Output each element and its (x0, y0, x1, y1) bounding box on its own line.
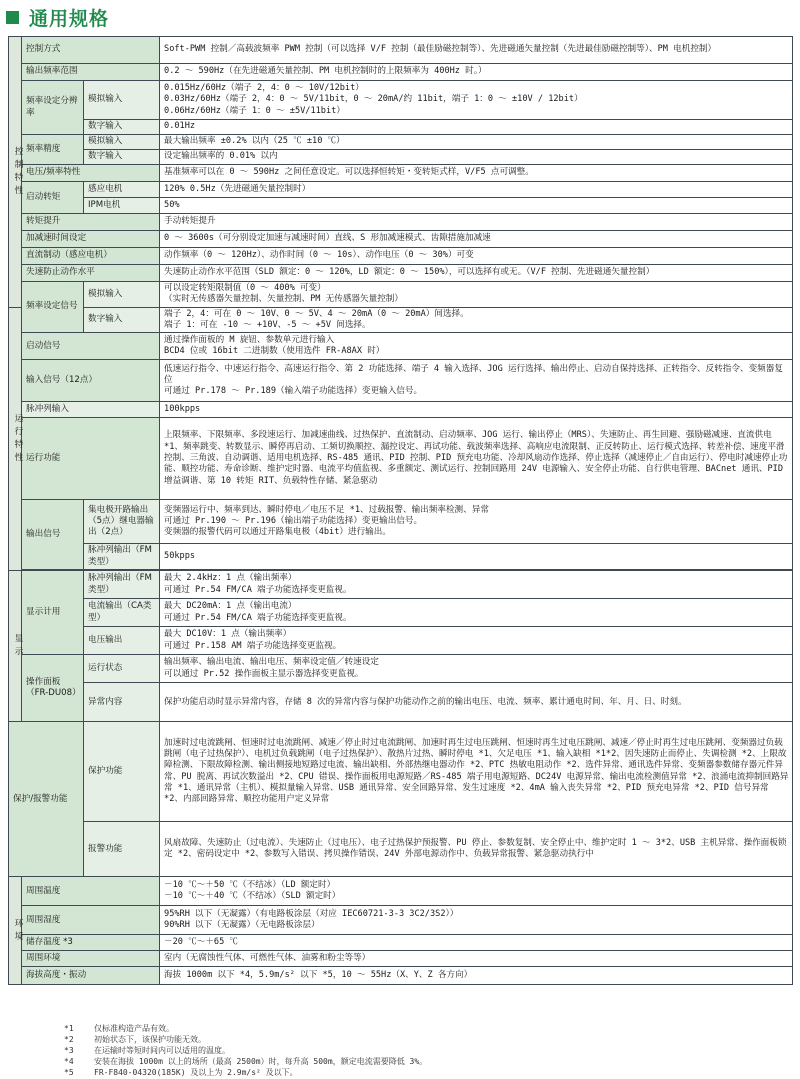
category-control: 控制特性 (9, 37, 22, 308)
label-output-signal: 输出信号 (22, 500, 84, 570)
sublabel-pulse-output-fm: 脉冲列输出（FM类型） (84, 571, 160, 599)
label-vf-characteristic: 电压/频率特性 (22, 165, 160, 182)
label-input-signal: 输入信号（12点） (22, 360, 160, 402)
label-stall-prevention: 失速防止动作水平 (22, 265, 160, 282)
sublabel-fault-content: 异常内容 (84, 683, 160, 722)
sublabel-protect-function: 保护功能 (84, 722, 160, 822)
label-start-torque: 启动转矩 (22, 182, 84, 214)
label-freq-accuracy: 频率精度 (22, 135, 84, 165)
value-start-torque-ipm: 50% (160, 198, 793, 214)
sublabel-analog-input: 模拟输入 (84, 135, 160, 150)
table-row (9, 627, 793, 655)
value-alarm-function: 风扇故障、失速防止（过电流）、失速防止（过电压）、电子过热保护预报警、PU 停止、参数复制、安全停止中、维护定时 1 ～ 3*2、USB 主机异常、操作面板锁定 *2、密码设定中 *2、参数写入错误、拷贝操作错误、24V 外部电源动作中、负载异常报警、紧急驱动执行中 (160, 822, 793, 877)
table-row (9, 282, 793, 308)
label-meter: 显示计用 (22, 571, 84, 655)
label-start-signal: 启动信号 (22, 333, 160, 360)
table-row (9, 231, 793, 248)
value-meter-pulse: 最大 2.4kHz：1 点（输出频率） 可通过 Pr.54 FM/CA 端子功能选择变更监视。 (160, 571, 793, 599)
table-row (9, 967, 793, 985)
sublabel-induction-motor: 感应电机 (84, 182, 160, 198)
table-row (9, 935, 793, 951)
sublabel-digital-input: 数字输入 (84, 307, 160, 333)
table-row (9, 402, 793, 418)
value-freq-acc-digital: 设定输出频率的 0.01% 以内 (160, 150, 793, 165)
value-protect-function: 加速时过电流跳闸、恒速时过电流跳闸、减速／停止时过电流跳闸、加速时再生过电压跳闸、恒速时再生过电压跳闸、减速／停止时再生过电压跳闸、变频器过负载跳闸（电子过热保护）、电机过负载跳闸（电子过热保护）、散热片过热、瞬时停电 *1、欠足电压 *1、输入缺相 *1*2、因失速防止而停止、失调检测 *2、上限故障检测、下限故障检测、输出侧接地短路过电流、输出缺相、外部热继电器动作 *2、PTC 热敏电阻动作 *2、选件异常、通讯选件异常、变频器参数储存器元件异常、PU 脱离、再试次数溢出 *2、CPU 错误、操作面板用电源短路／RS-485 端子用电源短路、DC24V 电源异常、输出电流检测值异常 *2、浪涌电流抑制回路异常 *1、通讯异常（主机）、模拟量输入异常、USB 通讯异常、安全回路异常、发生过速度 *2、4mA 输入丧失异常 *2、PID 预充电异常 *2、PID 信号异常 *2、内部回路异常、顺控功能用户定义异常 (160, 722, 793, 822)
value-accel-decel: 0 ～ 3600s（可分别设定加速与减速时间）直线、S 形加减速模式、齿隙措施加减速 (160, 231, 793, 248)
label-dc-brake: 直流制动（感应电机） (22, 248, 160, 265)
table-row (9, 822, 793, 877)
value-ambient-humidity: 95%RH 以下（无凝露）（有电路板涂层（对应 IEC60721-3-3 3C2/3S2）） 90%RH 以下（无凝露）（无电路板涂层） (160, 906, 793, 935)
value-fault-content: 保护功能启动时显示异常内容，存储 8 次的异常内容与保护功能动作之前的输出电压、电流、频率、累计通电时间、年、月、日、时刻。 (160, 683, 793, 722)
table-row (9, 571, 793, 599)
label-output-freq: 输出频率范围 (22, 64, 160, 81)
table-row (9, 81, 793, 120)
table-row (9, 198, 793, 214)
label-run-function: 运行功能 (22, 418, 160, 500)
value-altitude-vibration: 海拔 1000m 以下 *4，5.9m/s² 以下 *5，10 ～ 55Hz（X、Y、Z 各方向） (160, 967, 793, 985)
sublabel-digital-input: 数字输入 (84, 120, 160, 135)
footnote-item: *3 在运输时等短时间内可以适用的温度。 (64, 1046, 230, 1055)
sublabel-current-output: 电流输出（CA类型） (84, 599, 160, 627)
table-row (9, 248, 793, 265)
value-input-signal: 低速运行指令、中速运行指令、高速运行指令、第 2 功能选择、端子 4 输入选择、JOG 运行选择、输出停止、启动自保持选择、正转指令、反转指令、变频器复位 可通过 Pr.178 ～ Pr.189（输入端子功能选择）变更输入信号。 (160, 360, 793, 402)
label-ambient-humidity: 周围湿度 (22, 906, 160, 935)
table-row (9, 37, 793, 64)
table-row (9, 599, 793, 627)
value-freq-acc-analog: 最大输出频率 ±0.2% 以内（25 ℃ ±10 ℃） (160, 135, 793, 150)
value-freq-sig-analog: 可以设定转矩限制值（0 ～ 400% 可变） （实时无传感器矢量控制、矢量控制、PM 无传感器矢量控制） (160, 282, 793, 308)
sublabel-voltage-output: 电压输出 (84, 627, 160, 655)
value-stall-prevention: 失速防止动作水平范围（SLD 额定：0 ～ 120%，LD 额定：0 ～ 150%），可以选择有或无。（V/F 控制、先进磁通矢量控制） (160, 265, 793, 282)
footnote-item: *4 安装在海拔 1000m 以上的场所（最高 2500m）时，每升高 500m，额定电流需要降低 3%。 (64, 1057, 428, 1066)
table-row (9, 64, 793, 81)
value-run-function: 上限频率、下限频率、多段速运行、加减速曲线、过热保护、直流制动、启动频率、JOG 运行、输出停止（MRS）、失速防止、再生回避、强励磁减速、直流供电 *1、频率跳变、转数显示、瞬停再启动、工频切换顺控、漏控设定、再试功能、载波频率选择、高响应电流限制、正反转防止、运行模式选择、转差补偿、速度平滑控制、三角波、自动调谐、适用电机选择、RS-485 通讯、PID 控制、PID 预充电功能、冷却风扇动作选择、停止选择（减速停止／自由运行）、停电时减速停止功能、顺控功能、寿命诊断、维护定时器、电流平均值监视、多重额定、测试运行、控制回路用 24V 电源输入、安全停止功能、自行供电管理、BACnet 通讯、PID 增益调谐、第 10 转矩 RIT、负载特性存储、紧急驱动 (160, 418, 793, 500)
value-dc-brake: 动作频率（0 ～ 120Hz）、动作时间（0 ～ 10s）、动作电压（0 ～ 30%）可变 (160, 248, 793, 265)
value-collector-output: 变频器运行中、频率到达、瞬时停电／电压不足 *1、过载报警、输出频率检测、异常 可通过 Pr.190 ～ Pr.196（输出端子功能选择）变更输出信号。 变频器的报警代码可以通过开路集电极（4bit）进行输出。 (160, 500, 793, 544)
value-start-signal: 通过操作面板的 M 旋钮、参数单元进行输入 BCD4 位或 16bit 二进制数（使用选件 FR-A8AX 时） (160, 333, 793, 360)
section-title: 通用规格 (29, 7, 110, 30)
table-row (9, 135, 793, 150)
value-atmosphere: 室内（无腐蚀性气体、可燃性气体、油雾和粉尘等等） (160, 951, 793, 967)
table-row (9, 877, 793, 906)
header-square-icon (6, 11, 19, 24)
label-ambient-temp: 周围温度 (22, 877, 160, 906)
value-meter-voltage: 最大 DC10V：1 点（输出频率） 可通过 Pr.158 AM 端子功能选择变更监视。 (160, 627, 793, 655)
label-pulse-input: 脉冲列输入 (22, 402, 160, 418)
label-freq-signal: 频率设定信号 (22, 282, 84, 333)
sublabel-run-status: 运行状态 (84, 655, 160, 683)
spec-table (8, 36, 793, 985)
value-meter-current: 最大 DC20mA：1 点（输出电流） 可通过 Pr.54 FM/CA 端子功能选择变更监视。 (160, 599, 793, 627)
table-row (9, 307, 793, 333)
value-storage-temp: －20 ℃～＋65 ℃ (160, 935, 793, 951)
sublabel-pulse-output: 脉冲列输出（FM 类型） (84, 544, 160, 570)
table-row (9, 655, 793, 683)
value-freq-res-digital: 0.01Hz (160, 120, 793, 135)
sublabel-analog-input: 模拟输入 (84, 282, 160, 308)
value-pulse-input: 100kpps (160, 402, 793, 418)
value-pulse-output: 50kpps (160, 544, 793, 570)
label-storage-temp: 储存温度 *3 (22, 935, 160, 951)
footnote-item: *2 初始状态下，该保护功能无效。 (64, 1035, 206, 1044)
table-row (9, 722, 793, 822)
table-row (9, 265, 793, 282)
footnote-item: *5 FR-F840-04320(185K) 及以上为 2.9m/s² 及以下。 (64, 1068, 298, 1077)
table-row (9, 683, 793, 722)
value-torque-boost: 手动转矩提升 (160, 214, 793, 231)
label-operation-panel: 操作面板（FR-DU08） (22, 655, 84, 722)
table-row (9, 150, 793, 165)
value-freq-res-analog: 0.015Hz/60Hz（端子 2，4：0 ～ 10V/12bit） 0.03Hz/60Hz（端子 2，4：0 ～ 5V/11bit，0 ～ 20mA/约 11bit，端子 1：0 ～ ±10V / 12bit） 0.06Hz/60Hz（端子 1：0 ～ ±5V/11bit） (160, 81, 793, 120)
value-freq-sig-digital: 端子 2，4：可在 0 ～ 10V、0 ～ 5V、4 ～ 20mA（0 ～ 20mA）间选择。 端子 1：可在 -10 ～ +10V、-5 ～ +5V 间选择。 (160, 307, 793, 333)
label-control-method: 控制方式 (22, 37, 160, 64)
table-row (9, 165, 793, 182)
sublabel-collector-output: 集电极开路输出（5点）继电器输出（2点） (84, 500, 160, 544)
label-accel-decel: 加减速时间设定 (22, 231, 160, 248)
sublabel-digital-input: 数字输入 (84, 150, 160, 165)
category-operation: 运行特性 (9, 307, 22, 571)
value-output-freq: 0.2 ～ 590Hz（在先进磁通矢量控制、PM 电机控制时的上限频率为 400Hz 时。） (160, 64, 793, 81)
section-header (6, 3, 109, 31)
footnotes (64, 1023, 784, 1078)
table-row (9, 120, 793, 135)
value-ambient-temp: －10 ℃～＋50 ℃（不结冰）（LD 额定时） －10 ℃～＋40 ℃（不结冰）（SLD 额定时） (160, 877, 793, 906)
value-vf-characteristic: 基准频率可以在 0 ～ 590Hz 之间任意设定。可以选择恒转矩・变转矩式样，V/F5 点可调整。 (160, 165, 793, 182)
category-display: 显示 (9, 571, 22, 722)
table-row (9, 906, 793, 935)
sublabel-alarm-function: 报警功能 (84, 822, 160, 877)
value-start-torque-induction: 120% 0.5Hz（先进磁通矢量控制时） (160, 182, 793, 198)
value-run-status: 输出频率、输出电流、输出电压、频率设定值／转速设定 可以通过 Pr.52 操作面板主显示器选择变更监视。 (160, 655, 793, 683)
sublabel-ipm-motor: IPM电机 (84, 198, 160, 214)
value-control-method: Soft-PWM 控制／高载波频率 PWM 控制（可以选择 V/F 控制（最佳励磁控制等）、先进磁通矢量控制（先进最佳励磁控制等）、PM 电机控制） (160, 37, 793, 64)
label-altitude-vibration: 海拔高度・振动 (22, 967, 160, 985)
table-row (9, 333, 793, 360)
footnote-item: *1 仅标准构造产品有效。 (64, 1024, 174, 1033)
table-row (9, 544, 793, 570)
table-row (9, 418, 793, 500)
label-atmosphere: 周围环境 (22, 951, 160, 967)
table-row (9, 214, 793, 231)
table-row (9, 182, 793, 198)
category-environment: 环境 (9, 877, 22, 985)
label-torque-boost: 转矩提升 (22, 214, 160, 231)
sublabel-analog-input: 模拟输入 (84, 81, 160, 120)
table-row (9, 500, 793, 544)
table-row (9, 951, 793, 967)
table-row (9, 360, 793, 402)
category-protection: 保护/报警功能 (9, 722, 84, 877)
label-freq-resolution: 频率设定分辨率 (22, 81, 84, 135)
